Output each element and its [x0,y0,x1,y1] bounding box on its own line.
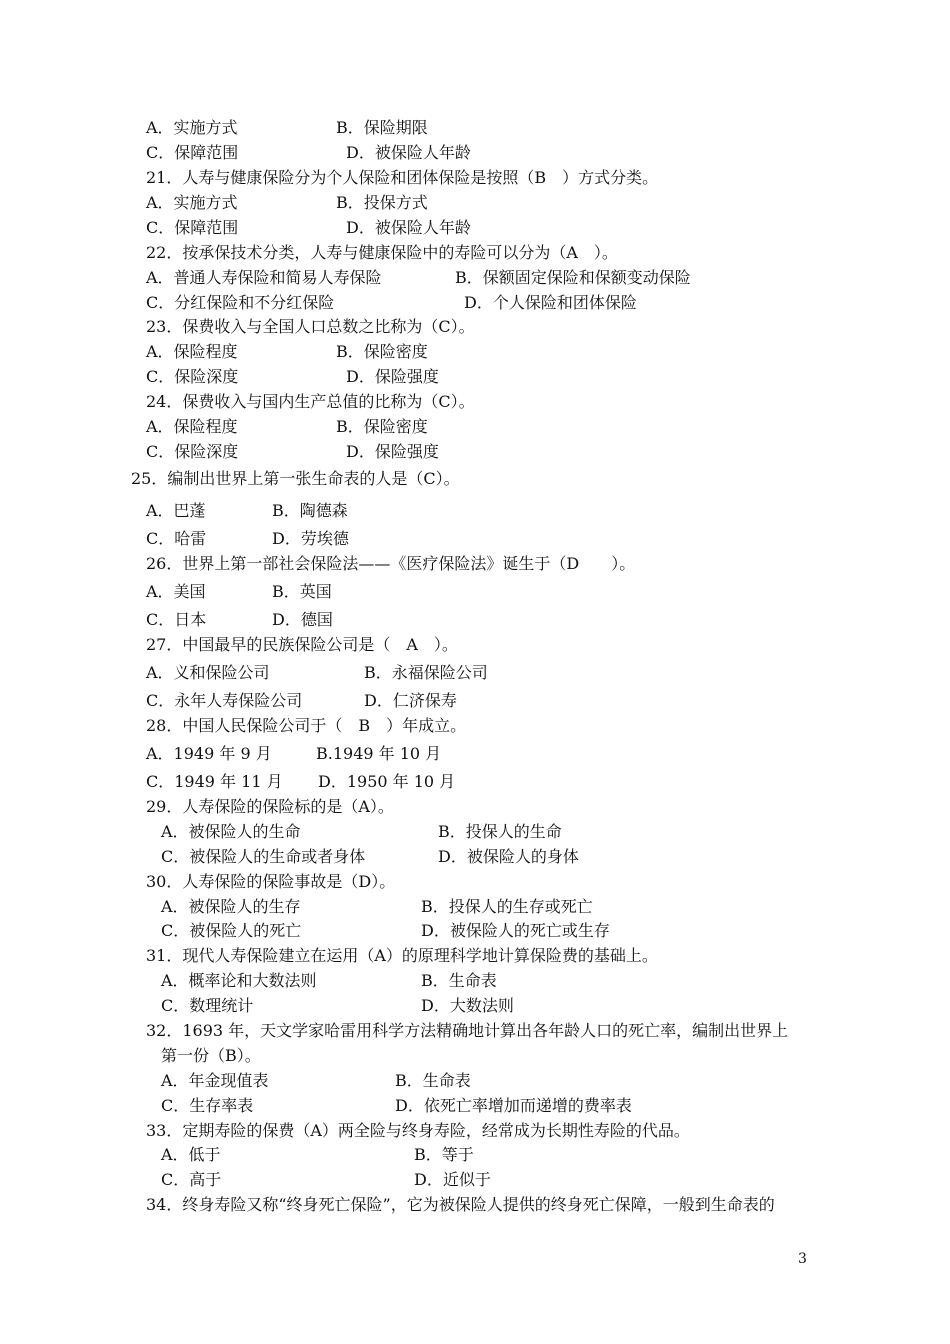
option-b: B．英国 [272,582,332,601]
question-29-stem: 29．人寿保险的保险标的是（A）。 [146,797,394,816]
option-d: D．被保险人年龄 [346,218,471,237]
option-b: B．陶德森 [272,501,348,520]
option-b: B．保险密度 [336,417,428,436]
option-c: C．高于 [161,1170,222,1189]
option-a: A．1949 年 9 月 [146,744,272,763]
option-c: C．保障范围 [146,143,239,162]
option-d: D．依死亡率增加而递增的费率表 [395,1096,632,1115]
option-b: B．投保人的生命 [438,822,562,841]
option-a: A．义和保险公司 [146,663,270,682]
option-c: C．保障范围 [146,218,239,237]
option-b: B．投保方式 [336,193,428,212]
option-b: B．永福保险公司 [364,663,488,682]
option-d: D．被保险人年龄 [346,143,471,162]
question-34-stem: 34．终身寿险又称“终身死亡保险”，它为被保险人提供的终身死亡保障，一般到生命表的 [146,1195,775,1214]
option-b: B．保额固定保险和保额变动保险 [455,268,691,287]
option-a: A．实施方式 [146,118,238,137]
option-c: C．日本 [146,610,207,629]
question-32-stem: 32．1693 年，天文学家哈雷用科学方法精确地计算出各年龄人口的死亡率，编制出世界上 [146,1021,789,1040]
question-26-stem: 26．世界上第一部社会保险法——《医疗保险法》诞生于（D ）。 [146,554,636,573]
option-b: B．保险期限 [336,118,428,137]
option-d: D．仁济保寿 [364,691,457,710]
option-d: D．大数法则 [421,996,514,1015]
option-b: B．生命表 [395,1071,471,1090]
option-c: C．保险深度 [146,442,239,461]
question-32-stem-continued: 第一份（B）。 [161,1046,261,1065]
option-a: A．保险程度 [146,342,238,361]
question-24-stem: 24．保费收入与国内生产总值的比称为（C）。 [146,392,475,411]
option-a: A．年金现值表 [161,1071,269,1090]
option-a: A．被保险人的生命 [161,822,301,841]
option-c: C．被保险人的生命或者身体 [161,847,366,866]
option-b: B．生命表 [421,971,497,990]
question-33-stem: 33．定期寿险的保费（A）两全险与终身寿险，经常成为长期性寿险的代品。 [146,1121,690,1140]
option-c: C．哈雷 [146,529,207,548]
option-a: A．实施方式 [146,193,238,212]
option-b: B．投保人的生存或死亡 [421,897,593,916]
question-22-stem: 22．按承保技术分类，人寿与健康保险中的寿险可以分为（A ）。 [146,243,618,262]
option-d: D．1950 年 10 月 [318,772,456,791]
question-28-stem: 28．中国人民保险公司于（ B ）年成立。 [146,716,467,735]
option-d: D．保险强度 [346,442,439,461]
option-d: D．被保险人的身体 [438,847,579,866]
option-c: C．分红保险和不分红保险 [146,293,335,312]
option-b: B.1949 年 10 月 [316,744,442,763]
option-c: C．被保险人的死亡 [161,921,302,940]
option-d: D．劳埃德 [272,529,349,548]
option-a: A．美国 [146,582,206,601]
question-27-stem: 27．中国最早的民族保险公司是（ A ）。 [146,635,458,654]
option-a: A．概率论和大数法则 [161,971,317,990]
question-31-stem: 31．现代人寿保险建立在运用（A）的原理科学地计算保险费的基础上。 [146,946,658,965]
option-c: C．数理统计 [161,996,254,1015]
option-d: D．保险强度 [346,367,439,386]
option-c: C．生存率表 [161,1096,254,1115]
option-c: C．1949 年 11 月 [146,772,283,791]
page-number: 3 [798,1251,807,1267]
question-23-stem: 23．保费收入与全国人口总数之比称为（C）。 [146,317,475,336]
option-a: A．普通人寿保险和简易人寿保险 [146,268,382,287]
question-30-stem: 30．人寿保险的保险事故是（D）。 [146,872,396,891]
option-d: D．近似于 [414,1170,491,1189]
option-a: A．被保险人的生存 [161,897,301,916]
option-d: D．被保险人的死亡或生存 [421,921,610,940]
option-d: D．个人保险和团体保险 [464,293,637,312]
option-b: B．等于 [414,1145,474,1164]
option-b: B．保险密度 [336,342,428,361]
option-a: A．保险程度 [146,417,238,436]
option-a: A．低于 [161,1145,221,1164]
option-c: C．永年人寿保险公司 [146,691,303,710]
option-a: A．巴蓬 [146,501,206,520]
question-25-stem: 25．编制出世界上第一张生命表的人是（C）。 [131,469,460,488]
option-c: C．保险深度 [146,367,239,386]
option-d: D．德国 [272,610,333,629]
question-21-stem: 21．人寿与健康保险分为个人保险和团体保险是按照（B ）方式分类。 [146,168,659,187]
